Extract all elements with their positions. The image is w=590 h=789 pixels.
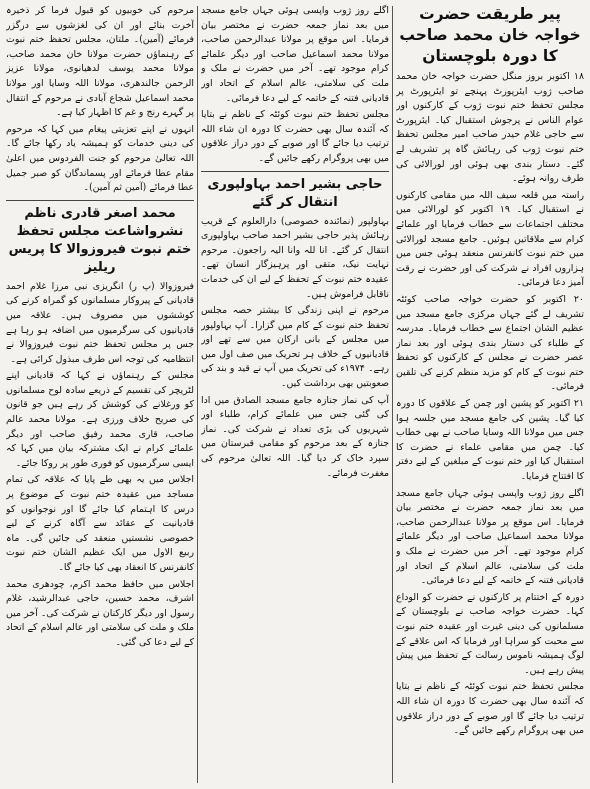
headline-press-release: محمد اصغر قادری ناظم نشرواشاعت مجلس تحفظ ختم نبوت فیروزوالا کا پریس ریلیز <box>8 205 192 275</box>
headline-baluchistan-tour: پیر طریقت حضرت خواجہ خان محمد صاحب کا دورہ بلوچستان <box>399 5 581 65</box>
press-release-paragraph: فیروزوالا (پ ر) انگریزی نبی مرزا غلام احمد قادیانی کے پیروکار مسلمانوں کو گمراہ کرنے کی کوششوں میں مصروف ہیں۔ علاقہ میں قادیانیوں کی سرگرمیوں میں اضافہ ہو رہا ہے جس پر مجلس تحفظ ختم نبوت فیروزوالا نے انتظامیہ کی توجہ اس طرف مبذول کرائی ہے۔ <box>6 280 194 365</box>
left-top-paragraph: انہوں نے اپنے تعزیتی پیغام میں کہا کہ مرحوم کی دینی خدمات کو ہمیشہ یاد رکھا جائے گا۔ اللہ تعالیٰ مرحوم کو جنت الفردوس میں اعلیٰ مقام عطا فرمائے اور پسماندگان کو صبر جمیل عطا فرمائے (آمین ثم آمین)۔ <box>6 123 194 194</box>
column-right <box>396 4 584 785</box>
press-release-paragraph: مجلس کے رہنماؤں نے کہا کہ قادیانی اپنے لٹریچر کی تقسیم کے ذریعے سادہ لوح مسلمانوں کو ورغلانے کی کوشش کر رہے ہیں جو قانون کی صریح خلاف ورزی ہے۔ مولانا محمد عالم صاحب، قاری محمد رفیق صاحب اور دیگر علمائے کرام نے ایک مشترکہ بیان میں کہا کہ ایسی سرگرمیوں کو فوری طور پر روکا جائے۔ <box>6 370 194 469</box>
obituary-paragraph: آپ کی نماز جنازہ جامع مسجد الصادق میں ادا کی گئی جس میں علمائے کرام، طلباء اور شہریوں کی بڑی تعداد نے شرکت کی۔ نماز جنازہ کے بعد مرحوم کو مقامی قبرستان میں سپرد خاک کر دیا گیا۔ اللہ تعالیٰ مرحوم کی مغفرت فرمائے۔ <box>201 394 389 479</box>
column-divider <box>197 6 198 783</box>
main-paragraph: دورہ کے اختتام پر کارکنوں نے حضرت کو الوداع کہا۔ حضرت خواجہ صاحب نے بلوچستان کے مسلمانوں کی دینی غیرت اور عقیدہ ختم نبوت سے محبت کو سراہا اور فرمایا کہ اس علاقے کے لوگ ہمیشہ ناموس رسالت کے تحفظ میں پیش پیش رہے ہیں۔ <box>396 591 584 676</box>
left-top-paragraph: مرحوم کی خوبیوں کو قبول فرما کر ذخیرہ آخرت بنائے اور ان کی لغزشوں سے درگزر فرمائے (آمین)۔ ملتان، مجلس تحفظ ختم نبوت کے رہنماؤں حضرت مولانا خان محمد صاحب، مولانا محمد یوسف لدھیانوی، مولانا عزیز الرحمن جالندھری، مولانا اللہ وسایا اور مولانا محمد اسماعیل شجاع آبادی نے مرحوم کے انتقال پر گہرے رنج و غم کا اظہار کیا ہے۔ <box>6 5 194 119</box>
headline-obituary: حاجی بشیر احمد بہاولپوری انتقال کر گئے <box>207 176 383 210</box>
obituary-paragraph: بہاولپور (نمائندہ خصوصی) دارالعلوم کے قریب رہائش پذیر حاجی بشیر احمد صاحب بہاولپوری انتقال کر گئے۔ انا للہ وانا الیہ راجعون۔ مرحوم نہایت نیک، متقی اور پرہیزگار انسان تھے۔ عقیدہ ختم نبوت کے تحفظ کے لیے ان کی خدمات ناقابل فراموش ہیں۔ <box>201 215 389 300</box>
column-middle <box>201 4 389 785</box>
main-paragraph-continued: اگلے روز ژوب واپسی ہوئی جہاں جامع مسجد میں بعد نماز جمعہ حضرت نے مختصر بیان فرمایا۔ اس موقع پر مولانا عبدالرحمن صاحب، مولانا محمد اسماعیل صاحب اور دیگر علمائے کرام موجود تھے۔ آخر میں حضرت نے ملک و ملت کی سلامتی، عالم اسلام کے اتحاد اور قادیانی فتنہ کے خاتمہ کے لیے دعا فرمائی۔ <box>201 5 389 104</box>
column-left <box>6 4 194 785</box>
main-paragraph: مجلس تحفظ ختم نبوت کوئٹہ کے ناظم نے بتایا کہ آئندہ سال بھی حضرت کا دورہ ان شاء اللہ ترتیب دیا جائے گا اور صوبے کے دور دراز علاقوں میں بھی پروگرام رکھے جائیں گے۔ <box>396 681 584 737</box>
main-paragraph: اگلے روز ژوب واپسی ہوئی جہاں جامع مسجد میں بعد نماز جمعہ حضرت نے مختصر بیان فرمایا۔ اس موقع پر مولانا عبدالرحمن صاحب، مولانا محمد اسماعیل صاحب اور دیگر علمائے کرام موجود تھے۔ آخر میں حضرت نے ملک و ملت کی سلامتی، عالم اسلام کے اتحاد اور قادیانی فتنہ کے خاتمہ کے لیے دعا فرمائی۔ <box>396 487 584 587</box>
main-paragraph: راستہ میں قلعہ سیف اللہ میں مقامی کارکنوں نے استقبال کیا۔ ۱۹ اکتوبر کو لورالائی میں مختلف اجتماعات سے خطاب فرمایا اور علمائے کرام سے ملاقاتیں ہوئیں۔ جامع مسجد لورالائی میں ختم نبوت کانفرنس منعقد ہوئی جس میں ہزاروں افراد نے شرکت کی اور حضرت نے رقت آمیز دعا فرمائی۔ <box>396 189 584 289</box>
section-divider <box>201 171 389 172</box>
press-release-paragraph: اجلاس میں حافظ محمد اکرم، چودھری محمد اشرف، محمد حسین، حاجی عبدالرشید، غلام رسول اور دیگر کارکنان نے شرکت کی۔ آخر میں ملک و ملت کی سلامتی اور عالم اسلام کے اتحاد کے لیے دعا کی گئی۔ <box>6 578 194 648</box>
main-paragraph: ۲۰ اکتوبر کو حضرت خواجہ صاحب کوئٹہ تشریف لے گئے جہاں مرکزی جامع مسجد میں عظیم الشان اجتماع سے خطاب فرمایا۔ مدرسہ کے طلباء کی دستار بندی ہوئی اور بعد نماز عصر حضرت نے مجلس کے کارکنوں کو تحفظ ختم نبوت کے کام کو مزید منظم کرنے کی تلقین فرمائی۔ <box>396 293 584 393</box>
press-release-paragraph: اجلاس میں یہ بھی طے پایا کہ علاقہ کی تمام مساجد میں عقیدہ ختم نبوت کے موضوع پر درس کا اہتمام کیا جائے گا اور نوجوانوں کو قادیانیت کے عقائد سے آگاہ کرنے کے لیے خصوصی نشستیں منعقد کی جائیں گی۔ ماہ ربیع الاول میں ایک عظیم الشان ختم نبوت کانفرنس کا انعقاد بھی کیا جائے گا۔ <box>6 474 194 573</box>
section-divider <box>6 200 194 201</box>
obituary-paragraph: مرحوم نے اپنی زندگی کا بیشتر حصہ مجلس تحفظ ختم نبوت کے کام میں گزارا۔ آپ بہاولپور میں مجلس کے بانی ارکان میں سے تھے اور قادیانیوں کے خلاف ہر تحریک میں صف اول میں رہے۔ ۱۹۷۴ء کی تحریک میں آپ نے قید و بند کی صعوبتیں بھی برداشت کیں۔ <box>201 305 389 390</box>
main-paragraph-continued: مجلس تحفظ ختم نبوت کوئٹہ کے ناظم نے بتایا کہ آئندہ سال بھی حضرت کا دورہ ان شاء اللہ ترتیب دیا جائے گا اور صوبے کے دور دراز علاقوں میں بھی پروگرام رکھے جائیں گے۔ <box>201 109 389 164</box>
main-paragraph: ۱۸ اکتوبر بروز منگل حضرت خواجہ خان محمد صاحب ژوب ایئرپورٹ پہنچے تو ایئرپورٹ پر مجلس تحفظ ختم نبوت ژوب کے کارکنوں اور عوام الناس نے پرجوش استقبال کیا۔ ایئرپورٹ سے حاجی غلام حیدر صاحب امیر مجلس تحفظ ختم نبوت ژوب کی رہائش گاہ پر تشریف لے گئے۔ دستار بندی بھی ہوئی اور لورالائی کی طرف روانہ ہوئے۔ <box>396 71 584 185</box>
column-divider <box>392 6 393 783</box>
main-paragraph: ۲۱ اکتوبر کو پشین اور چمن کے علاقوں کا دورہ کیا گیا۔ پشین کی جامع مسجد میں جلسہ ہوا جس میں مولانا اللہ وسایا صاحب نے بھی خطاب کیا۔ چمن میں مقامی علماء نے حضرت کا استقبال کیا اور ختم نبوت کے مبلغین کے لیے دفتر کا افتتاح فرمایا۔ <box>396 398 584 483</box>
